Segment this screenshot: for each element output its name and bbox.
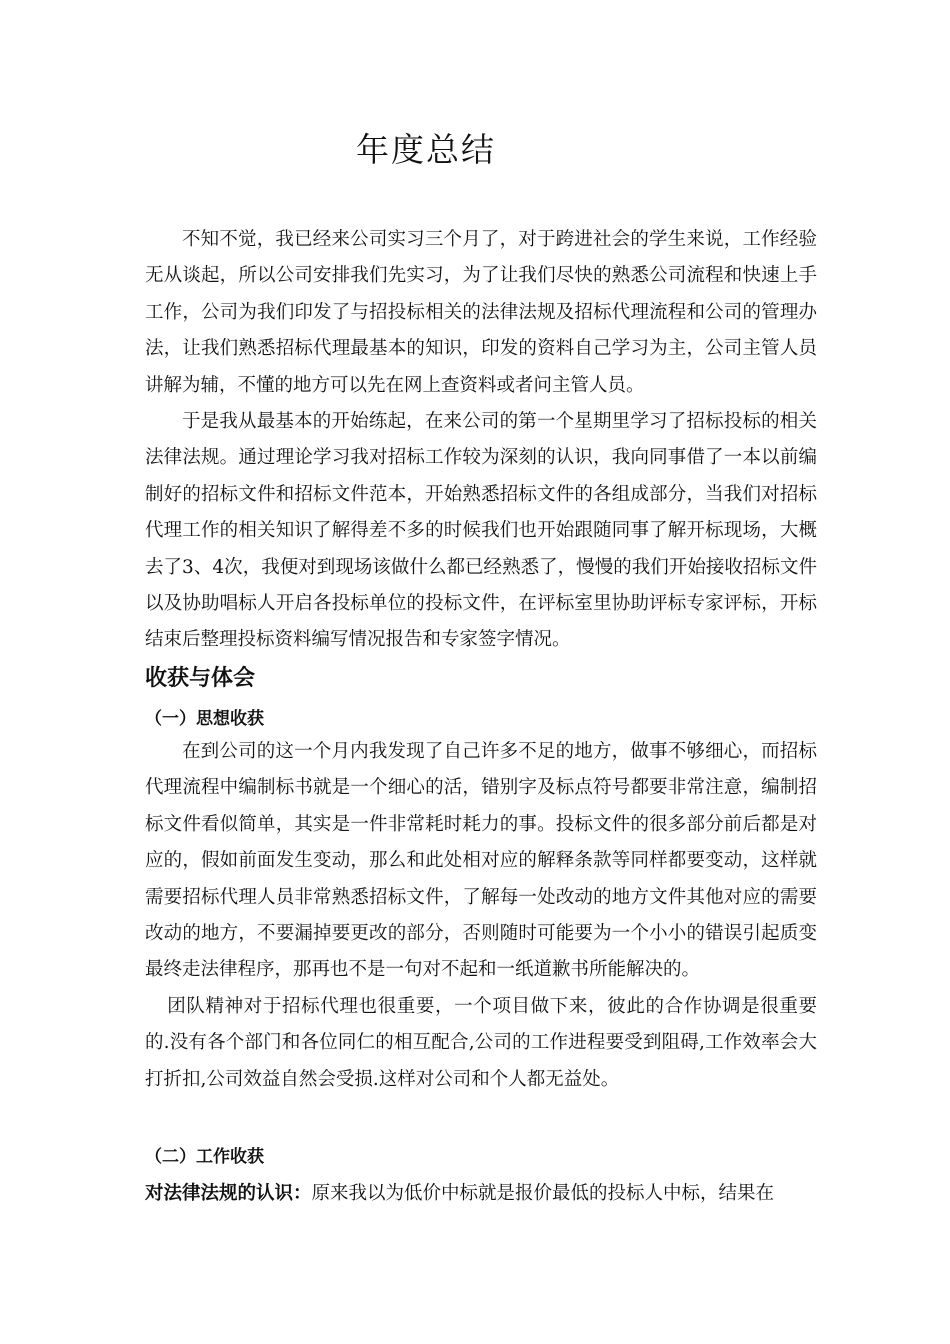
subsection1-paragraph-1: 在到公司的这一个月内我发现了自己许多不足的地方，做事不够细心，而招标代理流程中编制标书就是一个细心的活，错别字及标点符号都要非常注意，编制招标文件看似简单，其实是一件非常耗时耗力的事。投标文件的很多部分前后都是对应的，假如前面发生变动，那么和此处相对应的解释条款等同样都要变动，这样就需要招标代理人员非常熟悉招标文件，了解每一处改动的地方文件其他对应的需要改动的地方，不要漏掉要更改的部分，否则随时可能要为一个小小的错误引起质变最终走法律程序，那再也不是一句对不起和一纸道歉书所能解决的。: [145, 741, 817, 981]
law-recognition-text: 原来我以为低价中标就是报价最低的投标人中标，结果在: [311, 1183, 775, 1204]
intro-section: [145, 222, 817, 659]
subsection2-first-line: [145, 1178, 817, 1210]
subsection1-paragraph-2: 团队精神对于招标代理也很重要，一个项目做下来，彼此的合作协调是很重要的.没有各个部门和各位同仁的相互配合,公司的工作进程要受到阻碍,工作效率会大打折扣,公司效益自然会受损.这样对公司和个人都无益处。: [145, 995, 817, 1090]
document-title: 年度总结: [356, 130, 496, 169]
law-recognition-label: 对法律法规的认识：: [145, 1183, 312, 1204]
intro-paragraph-2: 于是我从最基本的开始练起，在来公司的第一个星期里学习了招标投标的相关法律法规。通过理论学习我对招标工作较为深刻的认识，我向同事借了一本以前编制好的招标文件和招标文件范本，开始熟悉招标文件的各组成部分，当我们对招标代理工作的相关知识了解得差不多的时候我们也开始跟随同事了解开标现场，大概去了3、4次，我便对到现场该做什么都已经熟悉了，慢慢的我们开始接收招标文件以及协助唱标人开启各投标单位的投标文件，在评标室里协助评标专家评标，开标结束后整理投标资料编写情况报告和专家签字情况。: [145, 411, 817, 651]
section-heading: 收获与体会: [145, 666, 256, 691]
subsection1-body: [145, 734, 817, 1098]
subsection-heading-2: （二）工作收获: [145, 1147, 264, 1167]
subsection-heading-1: （一）思想收获: [145, 709, 264, 729]
intro-paragraph-1: 不知不觉，我已经来公司实习三个月了，对于跨进社会的学生来说，工作经验无从谈起，所以公司安排我们先实习，为了让我们尽快的熟悉公司流程和快速上手工作，公司为我们印发了与招投标相关的法律法规及招标代理流程和公司的管理办法，让我们熟悉招标代理最基本的知识，印发的资料自己学习为主，公司主管人员讲解为辅，不懂的地方可以先在网上查资料或者问主管人员。: [145, 229, 817, 396]
